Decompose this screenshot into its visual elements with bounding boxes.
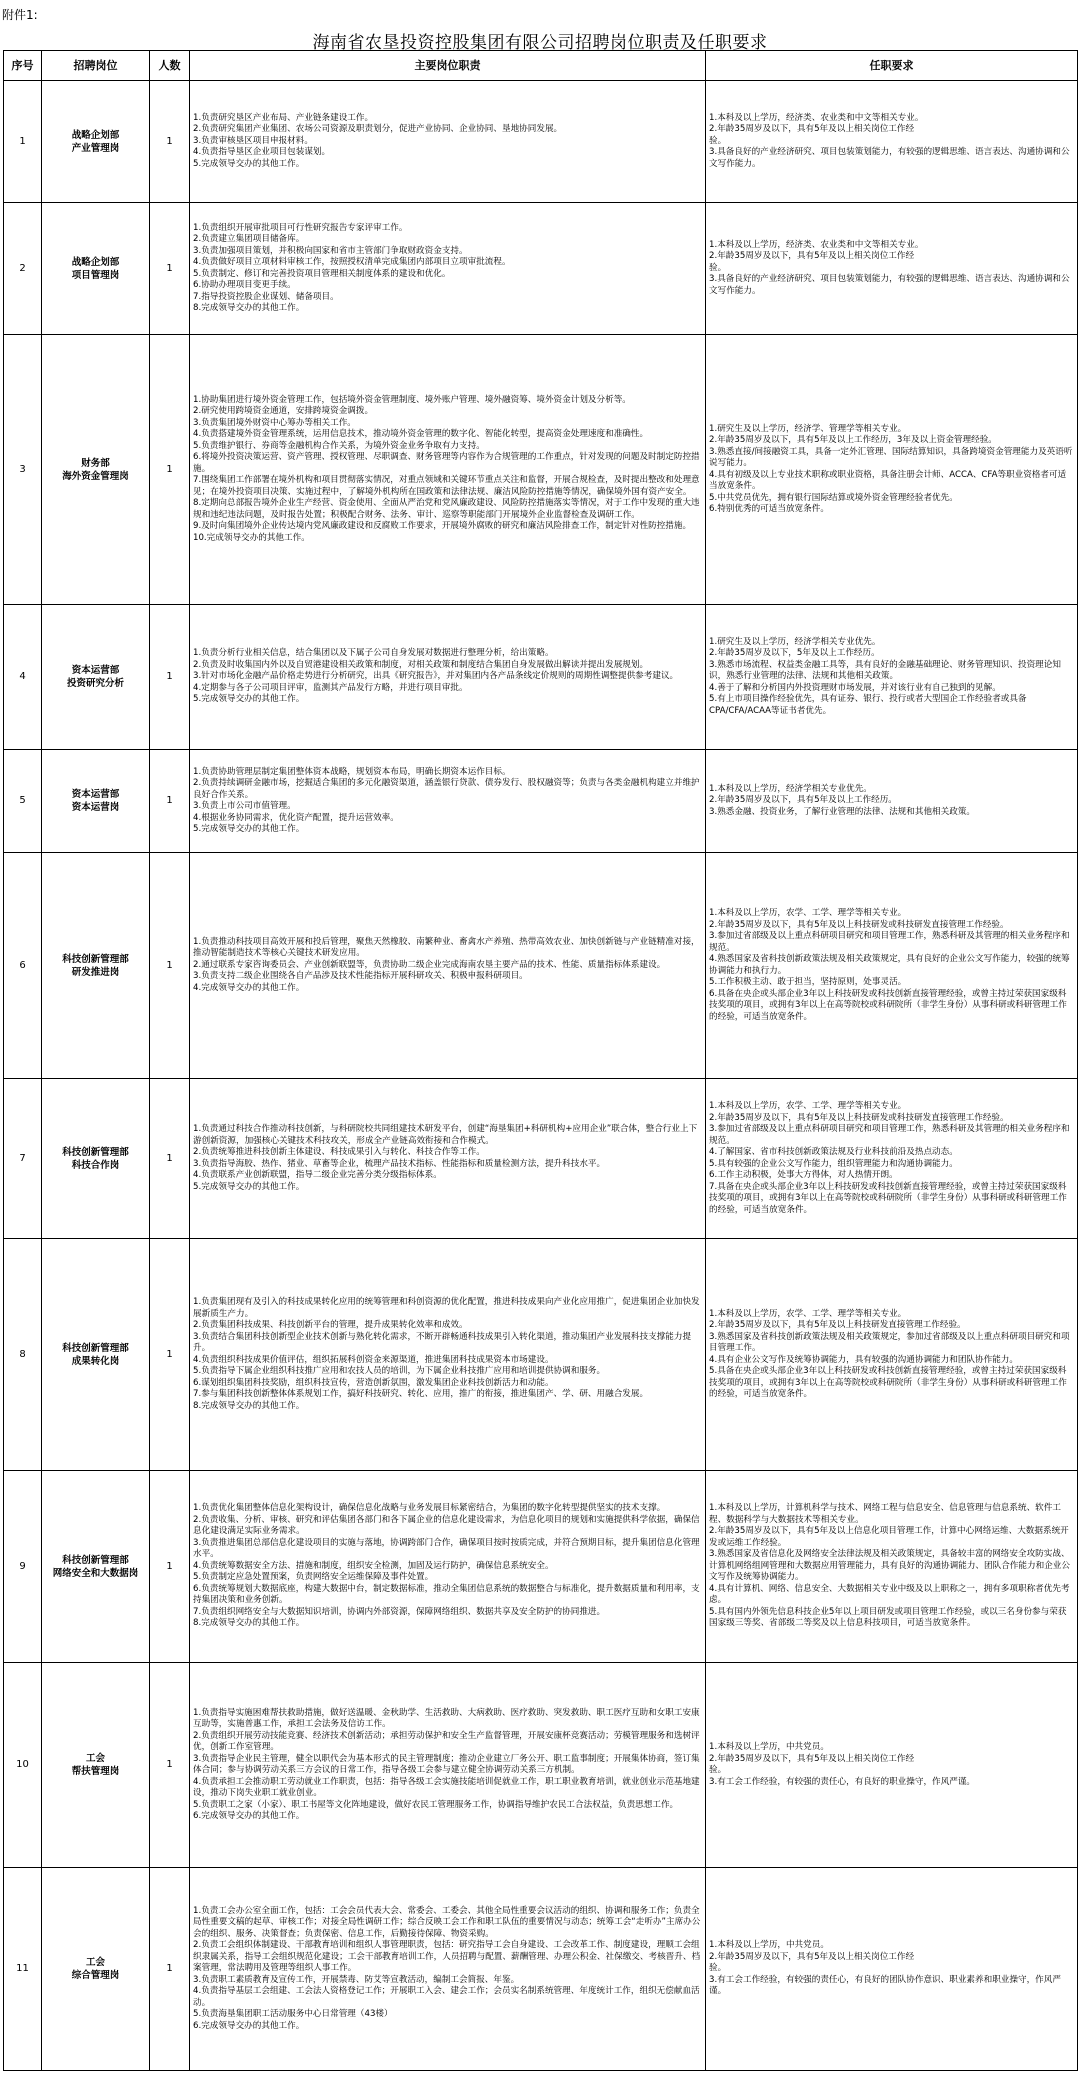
duty-item: 4.完成领导交办的其他工作。 [193, 982, 305, 993]
requirement-item: 5.具备在央企或头部企业3年以上科技研发或科技创新直接管理经验，或曾主持过荣获国家级科技奖项的项目，或拥有3年以上在高等院校或科研院所（非学生身份）从事科研或科研管理工作的经验，可适当放宽条件。 [709, 1366, 1067, 1399]
duty-item: 3.针对市场化金融产品价格走势进行分析研究，出具《研究报告》，并对集团内各产品条线定价规则的周期性调整提供参考建议。 [193, 671, 679, 682]
requirement-item: 3.参加过省部级及以上重点科研项目研究和项目管理工作，熟悉科研及其管理的相关业务程序和规范。 [709, 1124, 1070, 1146]
duties-cell [190, 1868, 706, 2071]
duty-item: 10.完成领导交办的其他工作。 [193, 532, 310, 543]
duty-item: 5.负责海垦集团职工活动服务中心日常管理（43楼） [193, 2009, 393, 2020]
table-row [4, 203, 1078, 335]
duty-item: 3.负责推进集团总部信息化建设项目的实施与落地，协调跨部门合作，确保项目按时按质完成，并符合预期目标，提升集团信息化管理水平。 [193, 1537, 700, 1560]
duties-cell [190, 853, 706, 1079]
department-name: 科技创新管理部 [62, 953, 129, 965]
duty-item: 7.指导投资控股企业谋划、储备项目。 [193, 291, 339, 302]
requirements-cell [706, 335, 1078, 605]
duties-cell [190, 1079, 706, 1239]
duty-item: 2.负责及时收集国内外以及自贸港建设相关政策和制度，对相关政策和制度结合集团自身发展做出解读并提出发展规划。 [193, 659, 649, 670]
duty-item: 4.负责联系产业创新联盟，指导二级企业完善分类分级指标体系。 [193, 1170, 442, 1180]
duty-item: 3.负责加强项目策划，并积极向国家和省市主管部门争取财政资金支持。 [193, 245, 468, 256]
duty-item: 8.定期向总部报告境外企业生产经营、资金使用、全面从严治党和党风廉政建设、风险防控措施落实等情况，对于工作中发现的重大违规和违纪违法问题，及时报告处置；积极配合财务、法务、审计、巡察等职能部门开展境外企业监督检查及调研工作。 [193, 498, 700, 520]
table-row [4, 1663, 1078, 1868]
duties-cell [190, 203, 706, 335]
headcount: 1 [150, 1868, 190, 2071]
requirement-item: 5.有上市项目操作经验优先，具有证券、银行、投行或者大型国企工作经验者或具备CPA/CFA/ACAA等证书者优先。 [709, 694, 1027, 716]
row-number: 11 [4, 1868, 42, 2071]
headcount: 1 [150, 335, 190, 605]
requirement-item: 5.中共党员优先，拥有银行国际结算或境外资金管理经验者优先。 [709, 492, 958, 503]
duty-item: 2.负责持续调研金融市场，挖掘适合集团的多元化融资渠道，涵盖银行贷款、债券发行、股权融资等；负责与各类金融机构建立并维护良好合作关系。 [193, 778, 700, 800]
headcount: 1 [150, 605, 190, 750]
duty-item: 1.负责分析行业相关信息，结合集团以及下属子公司自身发展对数据进行整理分析，给出策略。 [193, 648, 554, 659]
requirement-item: 1.研究生及以上学历，经济学相关专业优先。 [709, 636, 881, 647]
requirement-item: 4.善于了解和分析国内外投资理财市场发展，并对该行业有自己独到的见解。 [709, 682, 1001, 693]
duty-item: 1.负责工会办公室全面工作，包括：工会会员代表大会、常委会、工委会、其他全局性重要会议活动的组织、协调和服务工作；负责全局性重要文稿的起草、审核工作；对接全局性调研工作；综合反映工会工作和职工队伍的重要情况与动态；统筹工会“走听办”主席办公会的组织、服务、决策督查；负责保密、信息工作，后勤接待保障、物资采购。 [193, 1905, 701, 1939]
table-row [4, 750, 1078, 853]
row-number: 10 [4, 1663, 42, 1868]
requirement-item: 3.有工会工作经验，有较强的责任心，有良好的职业操守，作风严谨。 [709, 1776, 976, 1787]
requirement-item: 1.本科及以上学历，计算机科学与技术、网络工程与信息安全、信息管理与信息系统、软件工程、数据科学与大数据技术等相关专业。 [709, 1503, 1061, 1525]
post-name [42, 81, 150, 203]
recruitment-table [3, 50, 1078, 2071]
requirement-item: 3.熟悉金融、投资业务，了解行业管理的法律、法规和其他相关政策。 [709, 806, 976, 817]
requirements-cell [706, 853, 1078, 1079]
table-row [4, 1079, 1078, 1239]
requirement-item: 4.熟悉国家及省科技创新政策法规及相关政策规定，具有良好的企业公文写作能力，较强的统筹协调能力和执行力。 [709, 954, 1070, 976]
department-name: 科技创新管理部 [62, 1554, 129, 1566]
duty-item: 2.负责研究集团产业集团、农场公司资源及职责划分，促进产业协同、企业协同、垦地协同发展。 [193, 124, 563, 135]
duty-item: 8.完成领导交办的其他工作。 [193, 303, 305, 313]
duty-item: 3.负责指导海胶、热作、猪业、草畜等企业，梳理产品技术指标、性能指标和质量检测方法，提升科技水平。 [193, 1158, 606, 1169]
duty-item: 2.负责收集、分析、审核、研究和评估集团各部门和各下属企业的信息化建设需求，为信息化项目的规划和实施提供科学依据，确保信息化建设满足实际业务需求。 [193, 1514, 700, 1537]
requirements-cell [706, 1239, 1078, 1471]
requirements-cell [706, 203, 1078, 335]
duty-item: 5.完成领导交办的其他工作。 [193, 1181, 305, 1192]
requirement-item: 1.本科及以上学历，经济类、农业类和中文等相关专业。 [709, 239, 924, 250]
requirements-cell [706, 1079, 1078, 1239]
duty-item: 4.负责指导基层工会组建、工会法人资格登记工作；开展职工入会、建会工作；会员实名制系统管理、年度统计工作，组织无偿献血活动。 [193, 1986, 700, 2008]
duty-item: 8.完成领导交办的其他工作。 [193, 1400, 305, 1411]
duty-item: 9.及时向集团境外企业传达境内党风廉政建设和反腐败工作要求，开展境外腐败的研究和廉洁风险排查工作，制定针对性防控措施。 [193, 521, 692, 532]
department-name: 科技创新管理部 [62, 1146, 129, 1158]
requirement-item: 3.参加过省部级及以上重点科研项目研究和项目管理工作，熟悉科研及其管理的相关业务程序和规范。 [709, 931, 1070, 953]
headcount: 1 [150, 1471, 190, 1663]
headcount: 1 [150, 81, 190, 203]
duty-item: 1.负责研究垦区产业布局、产业链条建设工作。 [193, 112, 374, 123]
department-name: 工会 [85, 1753, 105, 1764]
requirement-item: 1.本科及以上学历，经济类、农业类和中文等相关专业。 [709, 112, 924, 123]
post-name [42, 1471, 150, 1663]
duty-item: 4.根据业务协同需求，优化资产配置，提升运营效率。 [193, 812, 399, 823]
requirements-cell [706, 1663, 1078, 1868]
requirement-item: 2.年龄35周岁及以下，具有5年及以上相关岗位工作经 [709, 1951, 915, 1962]
requirement-item: 1.本科及以上学历，农学、工学、理学等相关专业。 [709, 1308, 907, 1319]
position-name: 帮扶管理岗 [71, 1766, 120, 1777]
requirement-item: 4.具有初级及以上专业技术职称或职业资格，具备注册会计师、ACCA、CFA等职业资格者可适当放宽条件。 [709, 469, 1067, 491]
post-name [42, 335, 150, 605]
duty-item: 4.负责做好项目立项材料审核工作，按照授权清单完成集团内部项目立项审批流程。 [193, 257, 511, 267]
requirement-item: 6.特别优秀的可适当放宽条件。 [709, 504, 829, 514]
table-header-row [4, 51, 1078, 81]
requirement-item: 5.具有较强的企业公文写作能力，组织管理能力和沟通协调能力。 [709, 1158, 958, 1169]
requirements-cell [706, 81, 1078, 203]
duty-item: 2.研究使用跨境资金通道，安排跨境资金调拨。 [193, 406, 374, 417]
duty-item: 2.负责建立集团项目储备库。 [193, 234, 305, 244]
duty-item: 5.负责制定、修订和完善投资项目管理相关制度体系的建设和优化。 [193, 268, 451, 279]
header-no: 序号 [4, 51, 42, 81]
duty-item: 3.负责职工素质教育及宣传工作，开展禁毒、防艾等宣教活动，编制工会简报、年鉴。 [193, 1974, 520, 1985]
requirements-cell [706, 750, 1078, 853]
table-row [4, 1471, 1078, 1663]
duty-item: 3.负责集团境外财资中心筹办等相关工作。 [193, 417, 356, 428]
requirement-item: 4.具有计算机、网络、信息安全、大数据相关专业中级及以上职称之一，拥有多项职称者优先考虑。 [709, 1583, 1070, 1606]
duty-item: 7.负责组织网络安全与大数据知识培训，协调内外部资源，保障网络组织、数据共享及安全防护的协同推进。 [193, 1606, 606, 1617]
requirement-item: 6.具备在央企或头部企业3年以上科技研发或科技创新直接管理经验，或曾主持过荣获国家级科技奖项的项目，或拥有3年以上在高等院校或科研院所（非学生身份）从事科研或科研管理工作的经验，可适当放宽条件。 [709, 988, 1067, 1022]
duty-item: 6.将境外投资决策运营、资产管理、授权管理、尽职调查、财务管理等内容作为合规管理的工作重点，针对发现的问题及时制定防控措施。 [193, 452, 700, 474]
requirement-item: 5.具有国内外领先信息科技企业5年以上项目研发或项目管理工作经验，或以三名身份参与荣获国家级三等奖、省部级二等奖及以上信息科技项目，可适当放宽条件。 [709, 1606, 1067, 1629]
duty-item: 3.负责支持二级企业围绕各自产品涉及技术性能指标开展科研攻关、积极申报科研项目。 [193, 971, 528, 982]
table-row [4, 1868, 1078, 2071]
requirements-cell [706, 605, 1078, 750]
requirements-cell [706, 1868, 1078, 2071]
duty-item: 1.负责指导实施困难帮扶救助措施，做好送温暖、金秋助学、生活救助、大病救助、医疗救助、突发救助、职工医疗互助和女职工安康互助等，实施普惠工作，承担工会法务及信访工作。 [193, 1707, 700, 1729]
row-number: 7 [4, 1079, 42, 1239]
duty-item: 4.负责搭建境外资金管理系统，运用信息技术，推动境外资金管理的数字化、智能化转型，提高资金处理速度和准确性。 [193, 429, 649, 440]
requirements-cell [706, 1471, 1078, 1663]
row-number: 5 [4, 750, 42, 853]
requirement-item: 1.本科及以上学历，农学、工学、理学等相关专业。 [709, 908, 907, 918]
requirement-item: 2.年龄35周岁及以下，具有5年及以上科技研发或科技研发直接管理工作经验。 [709, 919, 1009, 930]
position-name: 产业管理岗 [71, 142, 120, 154]
requirement-item: 2.年龄35周岁及以下，具有5年及以上信息化项目管理工作，计算中心网络运维、大数据系统开发或运维工作经验。 [709, 1526, 1069, 1548]
duty-item: 3.负责结合集团科技创新型企业技术创新与熟化转化需求，不断开辟畅通科技成果引入转化渠道，推动集团产业发展科技支撑能力提升。 [193, 1331, 692, 1353]
duties-cell [190, 605, 706, 750]
requirement-item: 2.年龄35周岁及以下，5年及以上工作经历。 [709, 648, 880, 659]
duty-item: 2.负责集团科技成果、科技创新平台的管理，提升成果转化效率和成效。 [193, 1320, 468, 1330]
department-name: 科技创新管理部 [62, 1342, 129, 1354]
row-number: 6 [4, 853, 42, 1079]
duty-item: 4.负责组织科技成果价值评估，组织拓展科创资金来源渠道，推进集团科技成果资本市场建设。 [193, 1354, 554, 1365]
row-number: 9 [4, 1471, 42, 1663]
duty-item: 2.负责统筹推进科技创新主体建设、科技成果引入与转化、科技合作等工作。 [193, 1147, 485, 1157]
position-name: 成果转化岗 [71, 1355, 120, 1367]
duty-item: 1.负责推动科技项目高效开展和投后管理，聚焦天然橡胶、南繁种业、畜禽水产养殖、热带高效农业、加快创新链与产业链精准对接，推动智能制造技术等核心关键技术研发应用。 [193, 936, 700, 959]
duty-item: 4.负责统筹数据安全方法、措施和制度，组织安全检测，加固及运行防护，确保信息系统安全。 [193, 1560, 554, 1571]
requirement-item: 2.年龄35周岁及以下，具有5年及以上相关岗位工作经 [709, 251, 915, 262]
table-row [4, 335, 1078, 605]
requirement-item: 2.年龄35周岁及以下，具有5年及以上科技研发直接管理工作经验。 [709, 1320, 966, 1330]
post-name [42, 1663, 150, 1868]
post-name [42, 853, 150, 1079]
requirement-item: 5.工作积极主动、敢于担当，坚持原则，处事灵活。 [709, 977, 907, 987]
headcount: 1 [150, 1239, 190, 1471]
duty-item: 3.负责指导企业民主管理，健全以职代会为基本形式的民主管理制度；推动企业建立厂务公开、职工监事制度；开展集体协商，签订集体合同；参与协调劳动关系三方会议的日常工作，指导各级工会参与建立健全协调劳动关系三方机制。 [193, 1753, 700, 1775]
duty-item: 5.负责维护银行、券商等金融机构合作关系，为境外资金业务争取有力支持。 [193, 440, 485, 451]
duty-item: 3.负责审核垦区项目申报材料。 [193, 135, 313, 146]
duties-cell [190, 1471, 706, 1663]
duties-cell [190, 1239, 706, 1471]
duty-item: 4.负责指导垦区企业项目包装谋划。 [193, 147, 331, 158]
duties-cell [190, 1663, 706, 1868]
headcount: 1 [150, 853, 190, 1079]
position-name: 综合管理岗 [71, 1970, 120, 1981]
department-name: 工会 [85, 1957, 105, 1968]
requirement-item: 3.熟悉市场流程、权益类金融工具等，具有良好的金融基础理论、财务管理知识、投资理论知识，熟悉行业管理的法律、法规和其他相关政策。 [709, 659, 1061, 682]
row-number: 1 [4, 81, 42, 203]
requirement-item: 1.本科及以上学历，中共党员。 [709, 1742, 829, 1752]
row-number: 3 [4, 335, 42, 605]
position-name: 投资研究分析 [66, 678, 124, 689]
duties-cell [190, 750, 706, 853]
annex-label: 附件1: [2, 8, 38, 22]
duty-item: 7.围绕集团工作部署在境外机构和项目贯彻落实情况，对重点领域和关键环节重点关注和监督，开展合规检查，及时提出整改和处理意见；在境外投资项目决策、实施过程中，了解境外机构所在国政策和法律法规、廉洁风险防控措施等情况，确保境外国有资产安全。 [193, 475, 700, 497]
department-name: 资本运营部 [71, 789, 120, 800]
duties-cell [190, 81, 706, 203]
requirement-item: 2.年龄35周岁及以下，具有5年及以上相关岗位工作经 [709, 1753, 915, 1764]
duty-item: 5.完成领导交办的其他工作。 [193, 158, 305, 169]
post-name [42, 203, 150, 335]
duty-item: 7.参与集团科技创新整体体系规划工作，搞好科技研究、转化、应用，推广的衔接，推进集团产、学、研、用融合发展。 [193, 1389, 649, 1399]
duties-cell [190, 335, 706, 605]
requirement-item: 3.熟悉国家及省科技创新政策法规及相关政策规定，参加过省部级及以上重点科研项目研究和项目管理工作。 [709, 1331, 1070, 1353]
requirement-item: 验。 [709, 1765, 727, 1775]
requirement-item: 3.具备良好的产业经济研究、项目包装策划能力，有较强的逻辑思维、语言表达、沟通协调和公文写作能力。 [709, 147, 1070, 169]
requirement-item: 2.年龄35周岁及以下，具有5年及以上工作经历。 [709, 795, 897, 806]
duty-item: 6.协助办理项目变更手续。 [193, 280, 296, 290]
row-number: 4 [4, 605, 42, 750]
department-name: 战略企划部 [71, 129, 120, 141]
requirement-item: 验。 [709, 262, 727, 273]
duty-item: 4.定期参与各子公司项目评审，监测其产品发行方略，并进行项目审批。 [193, 682, 468, 693]
requirement-item: 4.具有企业公文写作及统筹协调能力，具有较强的沟通协调能力和团队协作能力。 [709, 1354, 1018, 1365]
requirement-item: 6.工作主动积极，处事大方得体，对人热情开朗。 [709, 1170, 898, 1180]
position-name: 资本运营岗 [71, 802, 120, 813]
duty-item: 2.负责组织开展劳动技能竞赛、经济技术创新活动；承担劳动保护和安全生产监督管理，开展安康杯竞赛活动；劳模管理服务和选树评优，创新工作室管理。 [193, 1730, 700, 1752]
duty-item: 2.负责工会组织体制建设、干部教育培训和组织人事管理职责，包括：研究指导工会自身建设、工会改革工作、制度建设，理顺工会组织隶属关系，指导工会组织规范化建设；工会干部教育培训工作，人员招聘与配置、薪酬管理、办理公积金、社保缴交、考核晋升、档案管理，常法聘用及管理等组织人事工作。 [193, 1940, 701, 1974]
table-row [4, 853, 1078, 1079]
duty-item: 5.完成领导交办的其他工作。 [193, 694, 305, 705]
post-name [42, 1079, 150, 1239]
requirement-item: 验。 [709, 135, 727, 146]
duty-item: 1.负责协助管理层制定集团整体资本战略，规划资本布局，明确长期资本运作目标。 [193, 766, 511, 777]
requirement-item: 2.年龄35周岁及以下，具有5年及以上科技研发或科技研发直接管理工作经验。 [709, 1112, 1009, 1123]
requirement-item: 3.有工会工作经验，有较强的责任心，有良好的团队协作意识、职业素养和职业操守，作风严谨。 [709, 1974, 1061, 1997]
duty-item: 4.负责承担工会推动职工劳动就业工作职责，包括：指导各级工会实施技能培训促就业工作，职工职业教育培训，就业创业示范基地建设，推动下岗失业职工就业创业。 [193, 1776, 700, 1798]
duty-item: 8.完成领导交办的其他工作。 [193, 1618, 305, 1629]
table-row [4, 605, 1078, 750]
requirement-item: 3.熟悉直接/间接融资工具，具备一定外汇管理、国际结算知识，具备跨境资金管理能力及英语听说写能力。 [709, 446, 1073, 468]
position-name: 网络安全和大数据岗 [52, 1567, 139, 1579]
duty-item: 1.负责通过科技合作推动科技创新，与科研院校共同组建技术研发平台，创建“海垦集团+科研机构+应用企业”联合体，整合行业上下游创新资源，加强核心关键技术科技攻关，形成全产业链高效衔接和合作模式。 [193, 1124, 698, 1146]
duty-item: 5.负责职工之家（小家）、职工书屋等文化阵地建设，做好农民工管理服务工作，协调指导维护农民工合法权益，负责思想工作。 [193, 1799, 679, 1810]
requirement-item: 3.具备良好的产业经济研究、项目包装策划能力，有较强的逻辑思维、语言表达、沟通协调和公文写作能力。 [709, 274, 1070, 296]
duty-item: 1.负责优化集团整体信息化架构设计，确保信息化战略与业务发展目标紧密结合，为集团的数字化转型提供坚实的技术支撑。 [193, 1503, 666, 1514]
requirement-item: 验。 [709, 1963, 727, 1974]
duty-item: 6.谋划组织集团科技奖励，组织科技宣传，营造创新氛围，激发集团企业科技创新活力和动能。 [193, 1377, 554, 1388]
row-number: 8 [4, 1239, 42, 1471]
duty-item: 5.负责制定应急处置预案，负责网络安全运维保障及事件处置。 [193, 1572, 434, 1583]
requirement-item: 7.具备在央企或头部企业3年以上科技研发或科技创新直接管理经验，或曾主持过荣获国家级科技奖项的项目，或拥有3年以上在高等院校或科研院所（非学生身份）从事科研或科研管理工作的经验，可适当放宽条件。 [709, 1181, 1067, 1215]
position-name: 海外资金管理岗 [62, 470, 129, 482]
headcount: 1 [150, 750, 190, 853]
header-count: 人数 [150, 51, 190, 81]
headcount: 1 [150, 1663, 190, 1868]
duty-item: 2.通过联系专家咨询委员会、产业创新联盟等，负责协助二级企业完成海南农垦主要产品的技术、性能、质量指标体系建设。 [193, 959, 666, 970]
department-name: 资本运营部 [71, 665, 120, 676]
requirement-item: 3.熟悉国家及省信息化及网络安全法律法规及相关政策规定，具备较丰富的网络安全攻防实战、计算机网络组网管理和大数据应用管理能力，具有良好的沟通协调能力、团队合作能力和企业公文写作及统筹协调能力。 [709, 1549, 1070, 1583]
position-name: 研发推进岗 [71, 966, 120, 978]
post-name [42, 1239, 150, 1471]
duty-item: 3.负责上市公司市值管理。 [193, 801, 296, 811]
department-name: 战略企划部 [71, 256, 120, 268]
requirement-item: 1.研究生及以上学历，经济学、管理学等相关专业。 [709, 423, 907, 434]
position-name: 项目管理岗 [71, 269, 120, 281]
requirement-item: 4.了解国家、省市科技创新政策法规及行业科技前沿及热点动态。 [709, 1147, 958, 1157]
duty-item: 6.完成领导交办的其他工作。 [193, 1811, 305, 1821]
table-row [4, 1239, 1078, 1471]
headcount: 1 [150, 203, 190, 335]
duty-item: 6.完成领导交办的其他工作。 [193, 2020, 305, 2031]
header-post: 招聘岗位 [42, 51, 150, 81]
document-title: 海南省农垦投资控股集团有限公司招聘岗位职责及任职要求 [312, 33, 768, 53]
table-row [4, 81, 1078, 203]
duty-item: 1.负责组织开展审批项目可行性研究报告专家评审工作。 [193, 222, 408, 233]
department-name: 财务部 [81, 457, 110, 469]
position-name: 科技合作岗 [71, 1159, 120, 1171]
header-duties: 主要岗位职责 [190, 51, 706, 81]
requirement-item: 2.年龄35周岁及以下，具有5年及以上工作经历，3年及以上资金管理经验。 [709, 435, 997, 445]
requirement-item: 1.本科及以上学历，农学、工学、理学等相关专业。 [709, 1101, 907, 1111]
row-number: 2 [4, 203, 42, 335]
duty-item: 5.负责指导下属企业组织科技推广应用和农技人员的培训，为下属企业科技推广应用和培训提供协调和服务。 [193, 1366, 606, 1376]
post-name [42, 605, 150, 750]
duty-item: 5.完成领导交办的其他工作。 [193, 824, 305, 834]
requirement-item: 1.本科及以上学历，经济学相关专业优先。 [709, 783, 872, 794]
duty-item: 6.负责统筹规划大数据底座，构建大数据中台，制定数据标准，推动全集团信息系统的数据整合与标准化，提升数据质量和利用率，支持集团决策和业务创新。 [193, 1583, 700, 1606]
post-name [42, 750, 150, 853]
duty-item: 1.协助集团进行境外资金管理工作，包括境外资金管理制度、境外账户管理、境外融资筹、境外资金计划及分析等。 [193, 394, 631, 405]
requirement-item: 1.本科及以上学历，中共党员。 [709, 1940, 829, 1951]
requirement-item: 2.年龄35周岁及以下，具有5年及以上相关岗位工作经 [709, 124, 915, 135]
header-requirements: 任职要求 [706, 51, 1078, 81]
duty-item: 1.负责集团现有及引入的科技成果转化应用的统筹管理和科创资源的优化配置，推进科技成果向产业化应用推广，促进集团企业加快发展新质生产力。 [193, 1297, 700, 1319]
post-name [42, 1868, 150, 2071]
headcount: 1 [150, 1079, 190, 1239]
